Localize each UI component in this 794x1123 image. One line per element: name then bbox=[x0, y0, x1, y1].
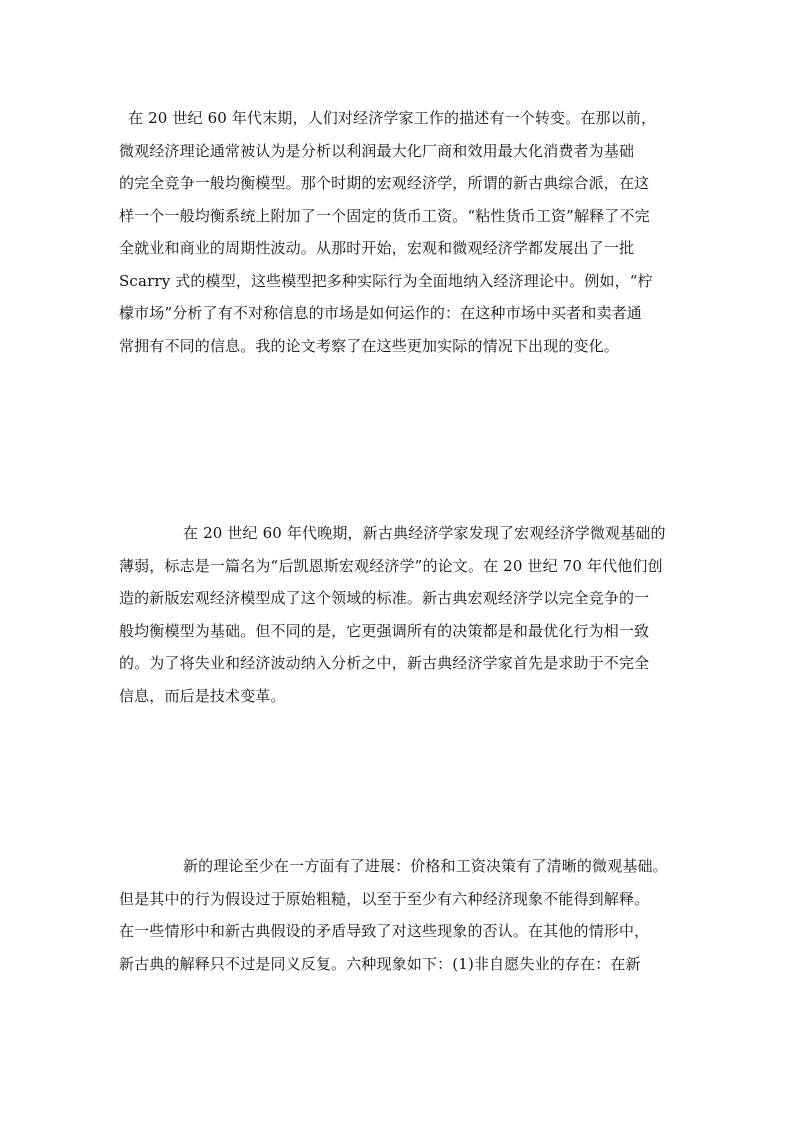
paragraph-1 bbox=[119, 102, 689, 362]
paragraph-2 bbox=[119, 517, 689, 712]
paragraph-line: 新古典的解释只不过是同义反复。六种现象如下：(1)非自愿失业的存在：在新 bbox=[119, 954, 641, 973]
paragraph-line: 的完全竞争一般均衡模型。那个时期的宏观经济学，所谓的新古典综合派，在这 bbox=[119, 174, 650, 192]
paragraph-line: 样一个一般均衡系统上附加了一个固定的货币工资。“粘性货币工资”解释了不完 bbox=[119, 206, 650, 225]
paragraph-line: 在一些情形中和新古典假设的矛盾导致了对这些现象的否认。在其他的情形中， bbox=[119, 922, 650, 940]
paragraph-line: 新的理论至少在一方面有了进展：价格和工资决策有了清晰的微观基础。 bbox=[183, 857, 668, 875]
paragraph-line: 微观经济理论通常被认为是分析以利润最大化厂商和效用最大化消费者为基础 bbox=[119, 141, 635, 160]
paragraph-line: 在 20 世纪 60 年代末期，人们对经济学家工作的描述有一个转变。在那以前， bbox=[128, 109, 657, 127]
paragraph-line: 在 20 世纪 60 年代晚期，新古典经济学家发现了宏观经济学微观基础的 bbox=[183, 524, 666, 542]
paragraph-line: 但是其中的行为假设过于原始粗糙，以至于至少有六种经济现象不能得到解释。 bbox=[119, 889, 650, 908]
paragraph-line: 常拥有不同的信息。我的论文考察了在这些更加实际的情况下出现的变化。 bbox=[119, 336, 619, 355]
paragraph-line: 造的新版宏观经济模型成了这个领域的标准。新古典宏观经济学以完全竞争的一 bbox=[119, 589, 650, 607]
paragraph-line: 檬市场”分析了有不对称信息的市场是如何运作的：在这种市场中买者和卖者通 bbox=[119, 304, 642, 322]
paragraph-line: 的。为了将失业和经济波动纳入分析之中，新古典经济学家首先是求助于不完全 bbox=[119, 654, 650, 672]
paragraph-line: 全就业和商业的周期性波动。从那时开始，宏观和微观经济学都发展出了一批 bbox=[119, 239, 635, 257]
paragraph-line: 般均衡模型为基础。但不同的是，它更强调所有的决策都是和最优化行为相一致 bbox=[119, 621, 650, 640]
paragraph-line: 信息，而后是技术变革。 bbox=[119, 686, 286, 705]
paragraph-line: Scarry 式的模型，这些模型把多种实际行为全面地纳入经济理论中。例如，“柠 bbox=[119, 271, 653, 290]
paragraph-3 bbox=[119, 850, 689, 980]
paragraph-line: 薄弱，标志是一篇名为“后凯恩斯宏观经济学”的论文。在 20 世纪 70 年代他们创 bbox=[119, 556, 663, 575]
